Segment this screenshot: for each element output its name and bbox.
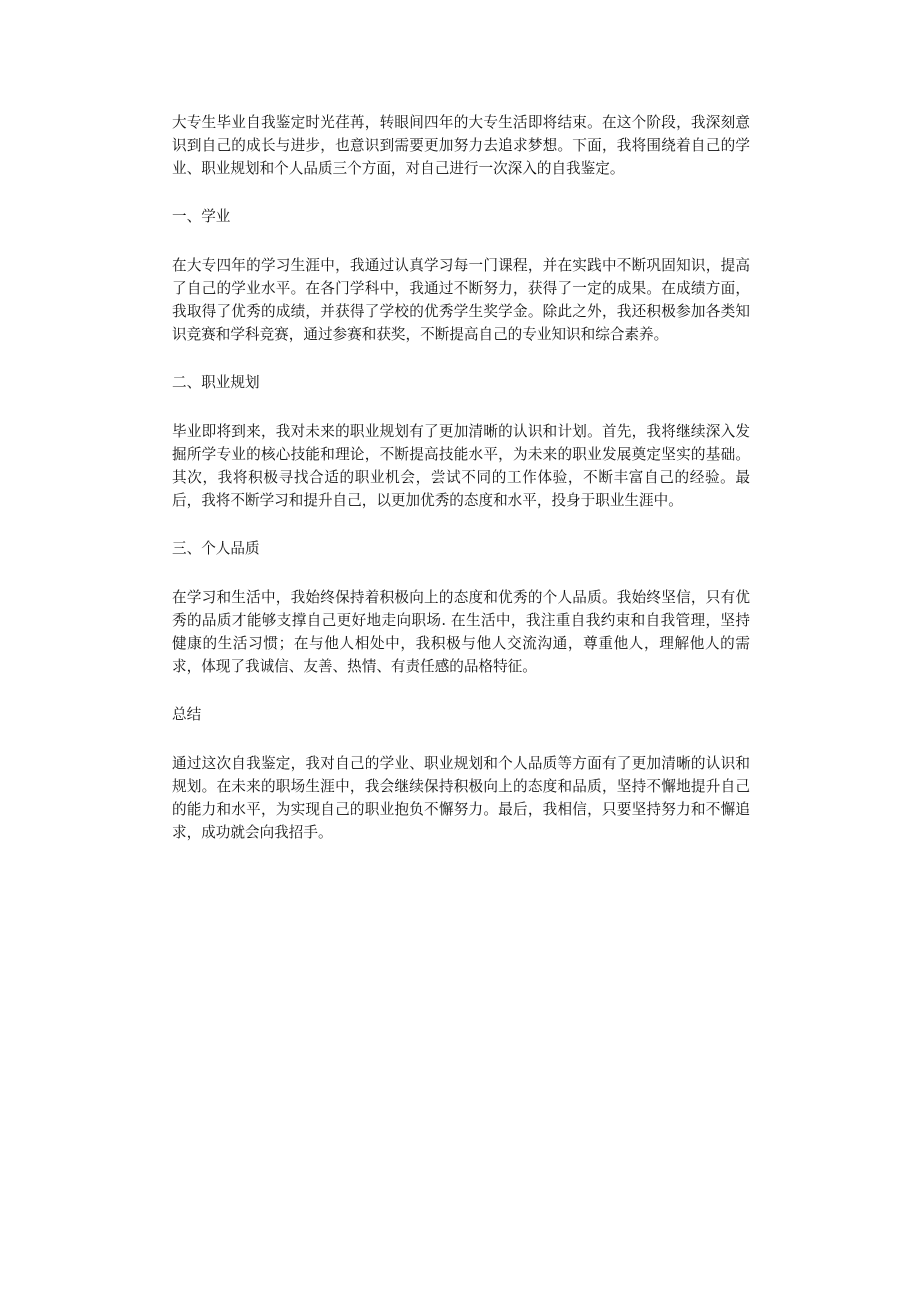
spacer: [172, 395, 750, 421]
spacer: [172, 727, 750, 753]
spacer: [172, 561, 750, 587]
spacer: [172, 512, 750, 538]
section-body-summary: 通过这次自我鉴定，我对自己的学业、职业规划和个人品质等方面有了更加清晰的认识和规划。在未来的职场生涯中，我会继续保持积极向上的态度和品质，坚持不懈地提升自己的能力和水平，为实现自己的职业抱负不懈努力。最后，我相信，只要坚持努力和不懈追求，成功就会向我招手。: [172, 755, 750, 841]
section-heading-character: 三、个人品质: [172, 540, 260, 558]
spacer: [172, 346, 750, 372]
section-heading-academics: 一、学业: [172, 208, 231, 226]
intro-paragraph: 大专生毕业自我鉴定时光荏苒，转眼间四年的大专生活即将结束。在这个阶段，我深刻意识到自己的成长与进步，也意识到需要更加努力去追求梦想。下面，我将围绕着自己的学业、职业规划和个人品质三个方面，对自己进行一次深入的自我鉴定。: [172, 114, 750, 177]
spacer: [172, 180, 750, 206]
document-page: [172, 112, 750, 844]
section-heading-summary: 总结: [172, 706, 202, 724]
section-body-career: 毕业即将到来，我对未来的职业规划有了更加清晰的认识和计划。首先，我将继续深入发掘所学专业的核心技能和理论，不断提高技能水平，为未来的职业发展奠定坚实的基础。其次，我将积极寻找合适的职业机会，尝试不同的工作体验，不断丰富自己的经验。最后，我将不断学习和提升自己，以更加优秀的态度和水平，投身于职业生涯中。: [172, 423, 750, 509]
section-body-character: 在学习和生活中，我始终保持着积极向上的态度和优秀的个人品质。我始终坚信，只有优秀的品质才能够支撑自己更好地走向职场. 在生活中，我注重自我约束和自我管理，坚持健康的生活习惯；在与他人相处中，我积极与他人交流沟通，尊重他人，理解他人的需求，体现了我诚信、友善、热情、有责任感的品格特征。: [172, 589, 750, 675]
spacer: [172, 678, 750, 704]
section-body-academics: 在大专四年的学习生涯中，我通过认真学习每一门课程，并在实践中不断巩固知识，提高了自己的学业水平。在各门学科中，我通过不断努力，获得了一定的成果。在成绩方面，我取得了优秀的成绩，并获得了学校的优秀学生奖学金。除此之外，我还积极参加各类知识竞赛和学科竞赛，通过参赛和获奖，不断提高自己的专业知识和综合素养。: [172, 257, 750, 343]
spacer: [172, 229, 750, 255]
section-heading-career: 二、职业规划: [172, 374, 260, 392]
